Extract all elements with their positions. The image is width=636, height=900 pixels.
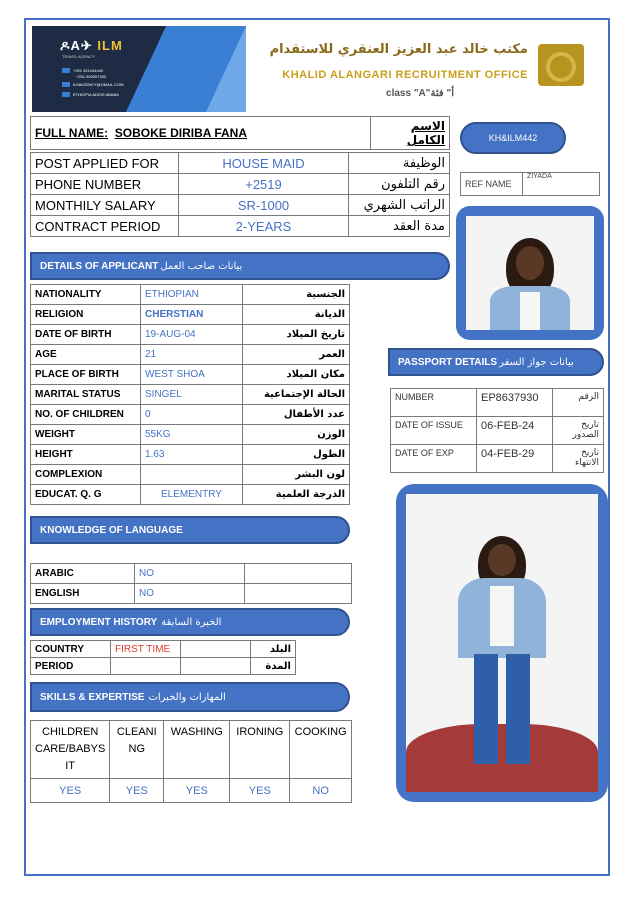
office-name-english: KHALID ALANGARI RECRUITMENT OFFICE: [282, 69, 528, 81]
ref-name-value: ZIYADA: [523, 173, 600, 196]
table-row: YES YES YES YES NO: [31, 779, 352, 803]
table-row: RELIGION CHERSTIAN الديانة: [31, 305, 350, 325]
ref-name-label: REF NAME: [461, 173, 523, 196]
table-row: WEIGHT 55KG الوزن: [31, 425, 350, 445]
table-row: NATIONALITY ETHIOPIAN الجنسية: [31, 285, 350, 305]
table-row: HEIGHT 1.63 الطول: [31, 445, 350, 465]
full-name-table: [30, 116, 450, 150]
table-row: DATE OF ISSUE 06-FEB-24 تاريخ الصدور: [391, 417, 604, 445]
table-row: NUMBER EP8637930 الرقم: [391, 389, 604, 417]
office-logo-icon: [538, 44, 584, 86]
ref-code-badge: KH&ILM442: [460, 122, 566, 154]
table-row: DATE OF BIRTH 19-AUG-04 تاريخ الميلاد: [31, 325, 350, 345]
agency-location: ETHIOPIA ADDIS ABABA: [62, 92, 119, 97]
applicant-table: [30, 284, 350, 505]
table-row: ENGLISH NO: [31, 584, 352, 604]
agency-logo: ዶA✈ ILM: [60, 38, 123, 53]
table-row: COMPLEXION لون البشر: [31, 465, 350, 485]
agency-logo-card: [32, 26, 246, 112]
agency-email: ILMAGENCY@GMAIL.COM: [62, 82, 124, 87]
section-passport: PASSPORT DETAILS بيانات جواز السفر: [388, 348, 604, 376]
agency-phone: +251 921444440: [62, 68, 103, 73]
employment-table: [30, 640, 296, 675]
table-row: ARABIC NO: [31, 564, 352, 584]
language-table: [30, 563, 352, 604]
full-body-photo-frame: [396, 484, 608, 802]
table-row: DATE OF EXP 04-FEB-29 تاريخ الانتهاء: [391, 445, 604, 473]
table-row: MARITAL STATUS SINGEL الحالة الإجتماعية: [31, 385, 350, 405]
table-row: PHONE NUMBER +2519 رقم التلفون: [31, 174, 450, 195]
passport-table: [390, 388, 604, 473]
phone-icon: [62, 68, 70, 73]
ref-name-table: [460, 172, 600, 196]
section-language: KNOWLEDGE OF LANGUAGE: [30, 516, 350, 544]
table-row: PERIOD المدة: [31, 658, 296, 675]
table-row: CHILDREN CARE/BABYS IT CLEANI NG WASHING IRONING COOKING: [31, 721, 352, 779]
section-employment: EMPLOYMENT HISTORY الخبرة السابقة: [30, 608, 350, 636]
table-row: AGE 21 العمر: [31, 345, 350, 365]
email-icon: [62, 82, 70, 87]
agency-tagline: TRAVEL AGENCY: [62, 54, 95, 59]
agency-phone-2: +251 900007300: [76, 74, 107, 79]
table-row: PLACE OF BIRTH WEST SHOA مكان الميلاد: [31, 365, 350, 385]
office-class: class "A"أ" فئة: [386, 88, 454, 99]
table-row: COUNTRY FIRST TIME البلد: [31, 641, 296, 658]
office-name-arabic: مكتب خالد عبد العزيز العنقري للاستقدام: [269, 42, 528, 57]
table-row: CONTRACT PERIOD 2-YEARS مدة العقد: [31, 216, 450, 237]
table-row: POST APPLIED FOR HOUSE MAID الوظيفة: [31, 153, 450, 174]
table-row: EDUCAT. Q. G ELEMENTRY الدرجة العلمية: [31, 485, 350, 505]
full-name-value: SOBOKE DIRIBA FANA: [114, 126, 248, 140]
full-body-photo: [406, 494, 598, 792]
office-header: [252, 28, 604, 108]
full-name-label-ar: الاسم الكامل: [371, 117, 450, 150]
skills-table: [30, 720, 352, 803]
section-skills: SKILLS & EXPERTISE المهارات والخبرات: [30, 682, 350, 712]
post-table: [30, 152, 450, 237]
portrait-photo-frame: [456, 206, 604, 340]
location-icon: [62, 92, 70, 97]
table-row: NO. OF CHILDREN 0 عدد الأطفال: [31, 405, 350, 425]
portrait-photo: [466, 216, 594, 330]
table-row: MONTHILY SALARY SR-1000 الراتب الشهري: [31, 195, 450, 216]
full-name-cell: FULL NAME: SOBOKE DIRIBA FANA: [31, 117, 371, 150]
section-applicant: DETAILS OF APPLICANT بيانات صاحب العمل: [30, 252, 450, 280]
